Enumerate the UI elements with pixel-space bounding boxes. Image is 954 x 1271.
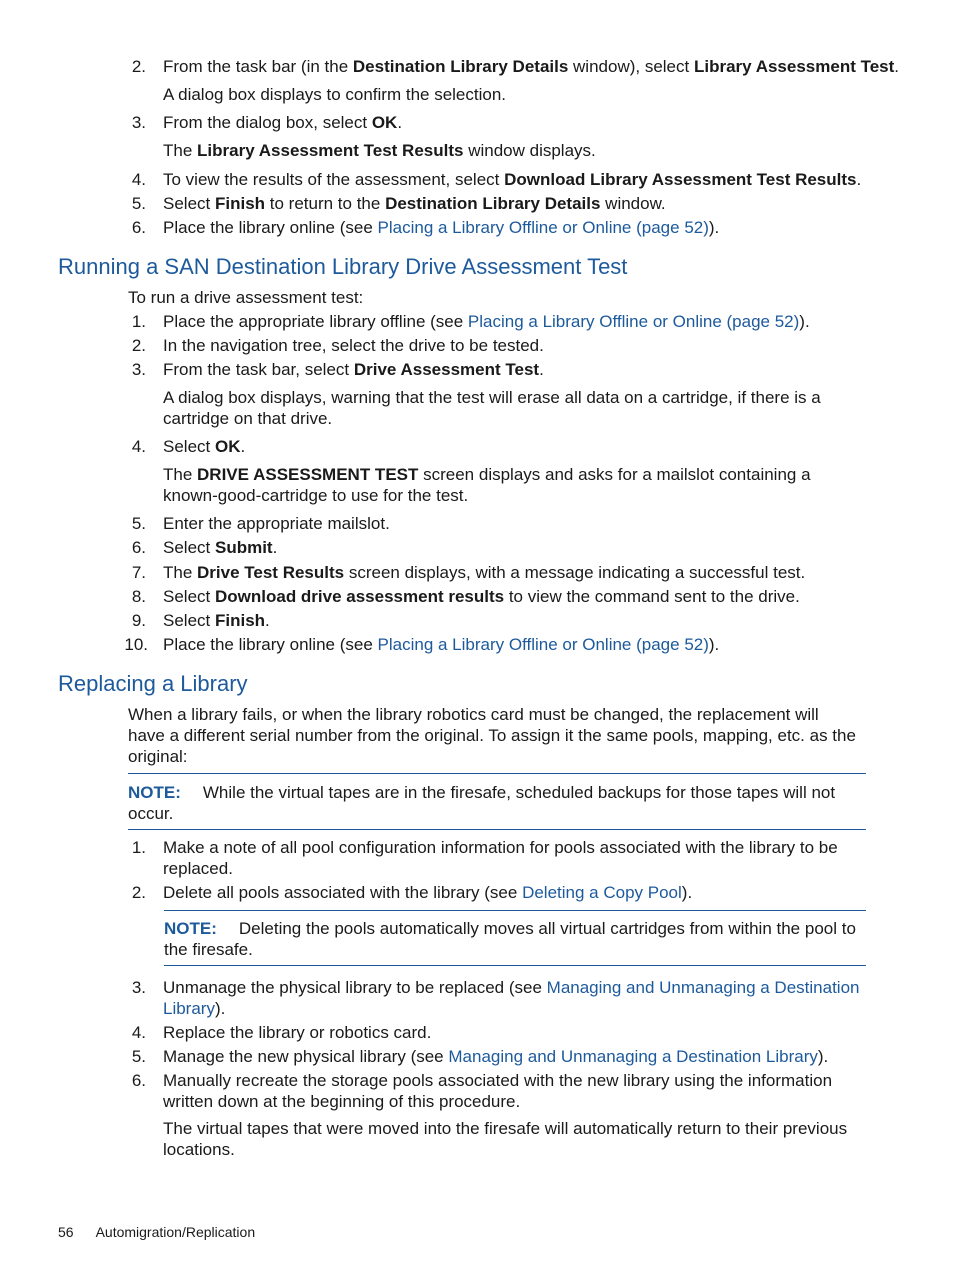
link-deleting-copy-pool[interactable]: Deleting a Copy Pool [522, 883, 682, 902]
step-text: From the task bar (in the Destination Library Details window), select Library Assessment Test. [163, 57, 900, 76]
step-text: Enter the appropriate mailslot. [163, 514, 390, 533]
step-detail: A dialog box displays to confirm the selection. [163, 85, 507, 104]
step-number: 2. [131, 57, 146, 76]
step-number: 3. [131, 978, 146, 997]
step-text: Select Download drive assessment results to view the command sent to the drive. [163, 587, 800, 606]
step-detail: The DRIVE ASSESSMENT TEST screen displays and asks for a mailslot containing a [163, 465, 811, 484]
page-number: 56 [58, 1224, 74, 1240]
step-number: 2. [131, 883, 146, 902]
note-divider [164, 910, 866, 911]
step-detail: known-good-cartridge to use for the test. [163, 486, 469, 505]
step-number: 1. [131, 312, 146, 331]
step-text: written down at the beginning of this procedure. [163, 1092, 521, 1111]
step-number: 6. [131, 538, 146, 557]
step-text: From the task bar, select Drive Assessment Test. [163, 360, 544, 379]
step-text: Make a note of all pool configuration information for pools associated with the library to be [163, 838, 838, 857]
step-text: From the dialog box, select OK. [163, 113, 403, 132]
step-detail: locations. [163, 1140, 235, 1159]
step-text: In the navigation tree, select the drive to be tested. [163, 336, 544, 355]
step-text: Place the appropriate library offline (see Placing a Library Offline or Online (page 52)). [163, 312, 810, 331]
footer [58, 1222, 255, 1243]
step-detail: The Library Assessment Test Results window displays. [163, 141, 596, 160]
footer-section-title: Automigration/Replication [95, 1224, 256, 1240]
step-number: 5. [131, 1047, 146, 1066]
step-number: 5. [131, 194, 146, 213]
step-text: Manage the new physical library (see Managing and Unmanaging a Destination Library). [163, 1047, 829, 1066]
step-text: Library). [163, 999, 226, 1018]
note-divider [128, 773, 866, 774]
step-number: 4. [131, 1023, 146, 1042]
step-number: 7. [131, 563, 146, 582]
step-text: Select Finish to return to the Destination Library Details window. [163, 194, 666, 213]
section-intro: original: [128, 747, 188, 766]
step-detail: The virtual tapes that were moved into the firesafe will automatically return to their previous [163, 1119, 848, 1138]
link-managing-unmanaging-library[interactable]: Managing and Unmanaging a Destination [546, 978, 860, 997]
step-text: Place the library online (see Placing a Library Offline or Online (page 52)). [163, 635, 720, 654]
section-heading-drive-assessment: Running a SAN Destination Library Drive Assessment Test [58, 254, 628, 279]
note-text: occur. [128, 804, 174, 823]
link-managing-unmanaging-library[interactable]: Library [163, 999, 215, 1018]
note-text: NOTE: While the virtual tapes are in the firesafe, scheduled backups for those tapes will not [128, 783, 836, 802]
note-label: NOTE: [128, 783, 181, 802]
section-intro: have a different serial number from the original. To assign it the same pools, mapping, etc. as the [128, 726, 856, 745]
step-text: Select Submit. [163, 538, 278, 557]
step-text: Select Finish. [163, 611, 270, 630]
note-label: NOTE: [164, 919, 217, 938]
step-number: 5. [131, 514, 146, 533]
step-detail: A dialog box displays, warning that the test will erase all data on a cartridge, if there is a [163, 388, 821, 407]
link-placing-library-offline-online[interactable]: Placing a Library Offline or Online (page 52) [467, 312, 800, 331]
link-placing-library-offline-online[interactable]: Placing a Library Offline or Online (page 52) [377, 635, 709, 654]
step-text: Unmanage the physical library to be replaced (see Managing and Unmanaging a Destination [163, 978, 860, 997]
note-divider [164, 965, 866, 966]
note-text: NOTE: Deleting the pools automatically moves all virtual cartridges from within the pool to [164, 919, 856, 938]
step-text: Place the library online (see Placing a Library Offline or Online (page 52)). [163, 218, 720, 237]
step-number: 1. [131, 838, 146, 857]
step-text: To view the results of the assessment, select Download Library Assessment Test Results. [163, 170, 862, 189]
step-number: 10. [124, 635, 148, 654]
step-number: 8. [131, 587, 146, 606]
note-text: the firesafe. [164, 940, 253, 959]
step-number: 3. [131, 113, 146, 132]
section-intro: To run a drive assessment test: [128, 288, 364, 307]
step-text: replaced. [163, 859, 233, 878]
step-number: 6. [131, 218, 146, 237]
step-text: Select OK. [163, 437, 246, 456]
step-number: 2. [131, 336, 146, 355]
step-text: Replace the library or robotics card. [163, 1023, 432, 1042]
step-number: 4. [131, 437, 146, 456]
link-managing-unmanaging-library[interactable]: Managing and Unmanaging a Destination Library [448, 1047, 818, 1066]
step-number: 4. [131, 170, 146, 189]
step-text: The Drive Test Results screen displays, with a message indicating a successful test. [163, 563, 806, 582]
step-number: 6. [131, 1071, 146, 1090]
link-placing-library-offline-online[interactable]: Placing a Library Offline or Online (page 52) [377, 218, 709, 237]
step-number: 3. [131, 360, 146, 379]
step-number: 9. [131, 611, 146, 630]
section-heading-replacing-library: Replacing a Library [58, 671, 248, 696]
step-text: Delete all pools associated with the library (see Deleting a Copy Pool). [163, 883, 693, 902]
note-divider [128, 829, 866, 830]
section-intro: When a library fails, or when the library robotics card must be changed, the replacement will [128, 705, 819, 724]
step-text: Manually recreate the storage pools associated with the new library using the information [163, 1071, 833, 1090]
step-detail: cartridge on that drive. [163, 409, 333, 428]
